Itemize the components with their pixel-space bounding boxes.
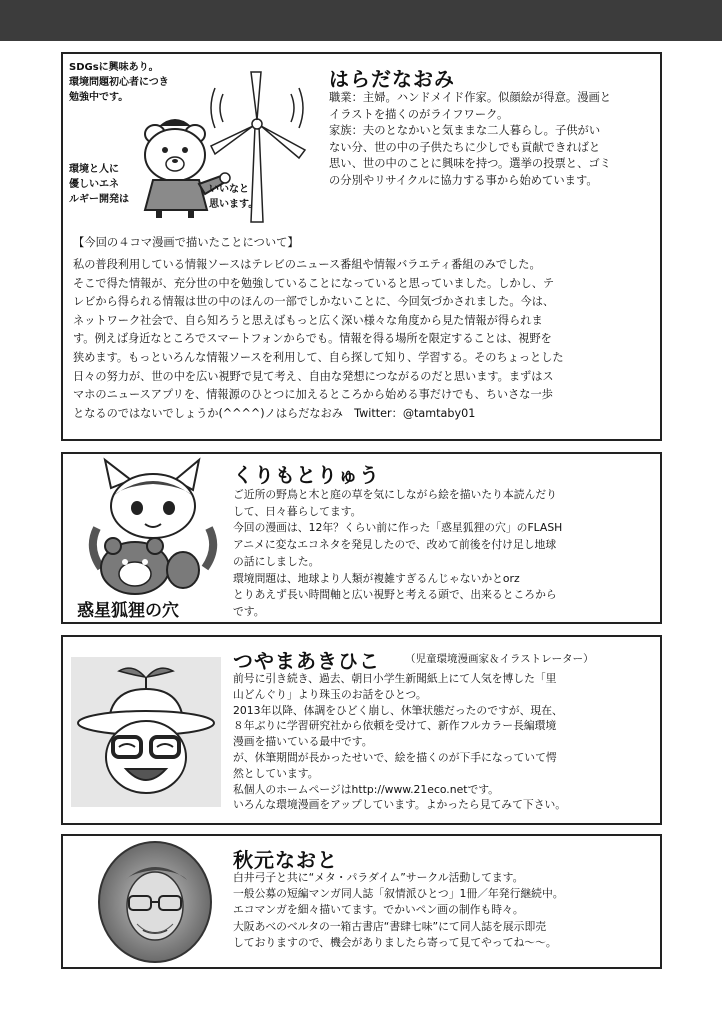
profile-tsuyama <box>61 635 662 825</box>
energy-note-end <box>209 182 258 212</box>
note-line: SDGsに興味あり。 <box>69 62 159 73</box>
author-role: （児童環境漫画家＆イラストレーター） <box>405 653 594 665</box>
bio-line: 前号に引き続き、過去、朝日小学生新聞紙上にて人気を博した「里 <box>233 672 557 685</box>
note-line: いいなと <box>209 184 249 195</box>
bio-line: 白井弓子と共に“メタ・パラダイム”サークル活動してます。 <box>233 871 524 884</box>
author-bio <box>329 90 611 190</box>
bio-line: の分別やリサイクルに協力する事から始めています。 <box>329 173 598 187</box>
author-name: 秋元なおと <box>233 848 338 872</box>
bio-line: ご近所の野鳥と木と庭の草を気にしながら絵を描いたり本読んだり <box>233 488 557 501</box>
note-line: ルギー開発は <box>69 194 129 205</box>
author-name: くりもとりゅう <box>233 463 380 487</box>
author-bio <box>233 870 564 951</box>
profile-akimoto <box>61 834 662 969</box>
bio-line: 然としています。 <box>233 766 319 780</box>
bio-line: 山どんぐり」より珠玉のお話をひとつ。 <box>233 687 427 701</box>
bio-line: 大阪あべのベルタの一箱古書店“書肆七味”にて同人誌を展示即売 <box>233 919 547 933</box>
author-name: つやまあきひこ <box>233 649 380 673</box>
note-line: 優しいエネ <box>69 179 119 190</box>
bio-line: です。 <box>233 604 265 618</box>
essay-line: レビから得られる情報は世の中のほんの一部でしかないことに、今回気づかされました。今は、 <box>73 295 555 309</box>
essay-line: そこで得た情報が、充分世の中を勉強していることになっていると思っていました。しかし、テ <box>73 276 555 290</box>
bio-line: 私個人のホームページはhttp://www.21eco.netです。 <box>233 782 499 796</box>
portrait-illustration <box>95 840 215 964</box>
bio-line: ない分、世の中の子供たちに少しでも貢献できればと <box>329 140 601 154</box>
bio-line: しておりますので、機会がありましたら寄って見てやってね〜〜。 <box>233 935 557 949</box>
top-dark-band <box>0 0 722 41</box>
bio-line: ８年ぶりに学習研究社から依頼を受けて、新作フルカラー長編環境 <box>233 719 557 733</box>
profile-kurimoto <box>61 452 662 624</box>
bear-speech-note <box>69 60 169 105</box>
essay-line: となるのではないでしょうか(^^^^)ノはらだなおみ Twitter：@tamtaby01 <box>73 406 476 420</box>
hat-glasses-character-illustration <box>71 657 221 807</box>
essay-line: す。例えば身近なところでスマートフォンからでも。情報を得る場所を限定することは、視野を <box>73 332 552 346</box>
bio-line: 家族：夫のとなかいと気ままな二人暮らし。子供がい <box>329 124 601 138</box>
author-name: はらだなおみ <box>329 67 455 91</box>
caption-planet-fox-hole: 惑星狐狸の穴 <box>77 601 179 621</box>
fox-and-tanuki-illustration <box>83 458 223 598</box>
bio-line: が、休筆期間が長かったせいで、絵を描くのが下手になっていて愕 <box>233 750 557 764</box>
bio-line: エコマンガを細々描いてます。でかいペン画の制作も時々。 <box>233 903 524 917</box>
energy-note <box>69 162 129 207</box>
bio-line: とりあえず長い時間軸と広い視野と考える頭で、出来るところから <box>233 588 557 602</box>
bio-line: 思い、世の中のことに興味を持つ。選挙の投票と、ゴミ <box>329 157 611 171</box>
note-line: 思います。 <box>209 199 259 210</box>
bio-line: 職業：主婦。ハンドメイド作家。似顔絵が得意。漫画と <box>329 91 612 104</box>
note-line: 勉強中です。 <box>69 92 129 103</box>
essay-line: 私の普段利用している情報ソースはテレビのニュース番組や情報バラエティ番組のみでした。 <box>73 258 541 271</box>
essay-line: ネットワーク社会で、自ら知ろうと思えばもっと広く深い様々な角度から見た情報が得られま <box>73 313 543 327</box>
author-bio <box>233 487 562 621</box>
note-line: 環境問題初心者につき <box>69 77 169 88</box>
essay-line: マホのニュースアプリを、情報源のひとつに加えるところから始める事だけでも、ちいさな一歩 <box>73 388 553 402</box>
bio-line: イラストを描くのがライフワーク。 <box>329 107 509 121</box>
bio-line: 一般公募の短編マンガ同人誌「叙情派ひとつ」1冊／年発行継続中。 <box>233 887 564 901</box>
profile-harada <box>61 52 662 441</box>
note-line: 環境と人に <box>69 164 119 175</box>
bio-line: の話にしました。 <box>233 554 320 568</box>
bio-line: いろんな環境漫画をアップしています。よかったら見てみて下さい。 <box>233 798 567 812</box>
essay-line: 日々の努力が、世の中を広い視野で見て考え、自由な発想につながるのだと思います。まずはス <box>73 369 554 383</box>
essay-line: 狭めます。もっといろんな情報ソースを利用して、自ら探して知り、学習する。そのちょっとした <box>73 350 564 364</box>
bio-line: 今回の漫画は、12年？くらい前に作った「惑星狐狸の穴」のFLASH <box>233 521 563 535</box>
bio-line: して、日々暮らしてます。 <box>233 504 362 518</box>
bio-line: 環境問題は、地球より人類が複雑すぎるんじゃないかとorz <box>233 571 520 585</box>
bio-line: 2013年以降、体調をひどく崩し、休筆状態だったのですが、現在、 <box>233 703 563 717</box>
essay-heading: 【今回の４コマ漫画で描いたことについて】 <box>73 236 299 249</box>
essay-body <box>73 256 564 423</box>
bio-line: アニメに変なエコネタを発見したので、改めて前後を付け足し地球 <box>233 538 557 552</box>
bio-line: 漫画を描いている最中です。 <box>233 735 373 749</box>
author-bio <box>233 671 566 813</box>
